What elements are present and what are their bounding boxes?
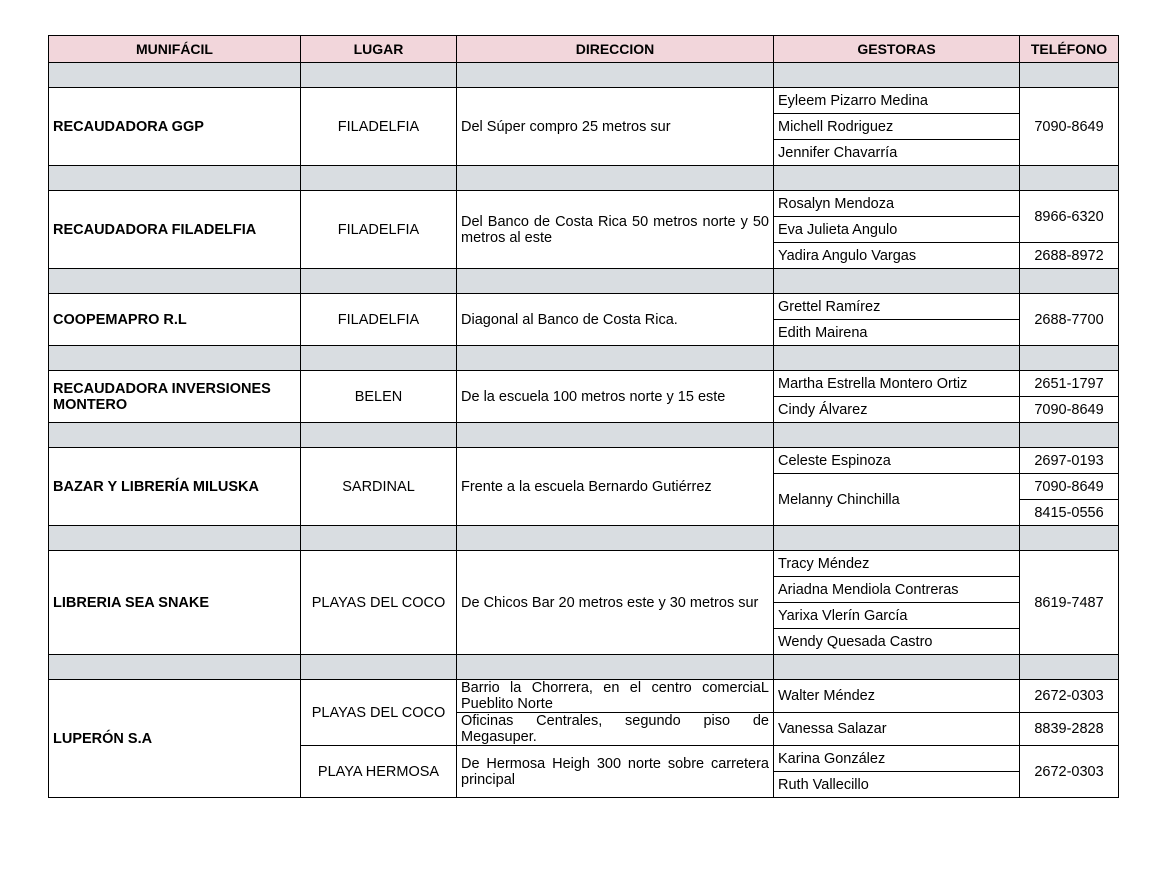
table-row bbox=[49, 551, 1119, 577]
separator-row bbox=[49, 346, 1119, 371]
location: FILADELFIA bbox=[301, 191, 457, 269]
company-name: LIBRERIA SEA SNAKE bbox=[49, 551, 301, 655]
table-row bbox=[49, 88, 1119, 114]
table-row bbox=[49, 371, 1119, 397]
address: De Chicos Bar 20 metros este y 30 metros sur bbox=[457, 551, 774, 655]
header-lugar: LUGAR bbox=[301, 36, 457, 63]
location: PLAYA HERMOSA bbox=[301, 746, 457, 798]
manager-name: Yarixa Vlerín García bbox=[774, 603, 1020, 629]
phone: 2688-8972 bbox=[1020, 243, 1119, 269]
company-name: COOPEMAPRO R.L bbox=[49, 294, 301, 346]
company-name: LUPERÓN S.A bbox=[49, 680, 301, 798]
manager-name: Melanny Chinchilla bbox=[774, 474, 1020, 526]
header-row bbox=[49, 36, 1119, 63]
manager-name: Tracy Méndez bbox=[774, 551, 1020, 577]
address: Diagonal al Banco de Costa Rica. bbox=[457, 294, 774, 346]
manager-name: Vanessa Salazar bbox=[774, 713, 1020, 746]
company-name: RECAUDADORA GGP bbox=[49, 88, 301, 166]
location: FILADELFIA bbox=[301, 88, 457, 166]
phone: 2672-0303 bbox=[1020, 746, 1119, 798]
manager-name: Edith Mairena bbox=[774, 320, 1020, 346]
phone: 2697-0193 bbox=[1020, 448, 1119, 474]
address: Barrio la Chorrera, en el centro comerciaL Pueblito Norte bbox=[457, 680, 774, 713]
phone: 2688-7700 bbox=[1020, 294, 1119, 346]
address: Frente a la escuela Bernardo Gutiérrez bbox=[457, 448, 774, 526]
address: De Hermosa Heigh 300 norte sobre carretera principal bbox=[457, 746, 774, 798]
separator-row bbox=[49, 269, 1119, 294]
separator-row bbox=[49, 166, 1119, 191]
manager-name: Celeste Espinoza bbox=[774, 448, 1020, 474]
header-gestoras: GESTORAS bbox=[774, 36, 1020, 63]
phone: 8415-0556 bbox=[1020, 500, 1119, 526]
phone: 7090-8649 bbox=[1020, 397, 1119, 423]
separator-row bbox=[49, 655, 1119, 680]
header-empresa: MUNIFÁCIL bbox=[49, 36, 301, 63]
phone: 8839-2828 bbox=[1020, 713, 1119, 746]
location: SARDINAL bbox=[301, 448, 457, 526]
table-row bbox=[49, 448, 1119, 474]
header-direccion: DIRECCION bbox=[457, 36, 774, 63]
manager-name: Ruth Vallecillo bbox=[774, 772, 1020, 798]
manager-name: Walter Méndez bbox=[774, 680, 1020, 713]
separator-row bbox=[49, 423, 1119, 448]
contacts-table bbox=[48, 35, 1119, 798]
address: Del Banco de Costa Rica 50 metros norte y 50 metros al este bbox=[457, 191, 774, 269]
phone: 7090-8649 bbox=[1020, 474, 1119, 500]
address: Oficinas Centrales, segundo piso de Megasuper. bbox=[457, 713, 774, 746]
manager-name: Eva Julieta Angulo bbox=[774, 217, 1020, 243]
separator-row bbox=[49, 63, 1119, 88]
company-name: RECAUDADORA INVERSIONES MONTERO bbox=[49, 371, 301, 423]
location: BELEN bbox=[301, 371, 457, 423]
manager-name: Michell Rodriguez bbox=[774, 114, 1020, 140]
company-name: RECAUDADORA FILADELFIA bbox=[49, 191, 301, 269]
phone: 7090-8649 bbox=[1020, 88, 1119, 166]
header-telefono: TELÉFONO bbox=[1020, 36, 1119, 63]
table-row bbox=[49, 191, 1119, 217]
phone: 2672-0303 bbox=[1020, 680, 1119, 713]
company-name: BAZAR Y LIBRERÍA MILUSKA bbox=[49, 448, 301, 526]
manager-name: Wendy Quesada Castro bbox=[774, 629, 1020, 655]
manager-name: Jennifer Chavarría bbox=[774, 140, 1020, 166]
manager-name: Grettel Ramírez bbox=[774, 294, 1020, 320]
manager-name: Yadira Angulo Vargas bbox=[774, 243, 1020, 269]
address: Del Súper compro 25 metros sur bbox=[457, 88, 774, 166]
location: PLAYAS DEL COCO bbox=[301, 551, 457, 655]
phone: 8619-7487 bbox=[1020, 551, 1119, 655]
table-row bbox=[49, 294, 1119, 320]
manager-name: Cindy Álvarez bbox=[774, 397, 1020, 423]
manager-name: Karina González bbox=[774, 746, 1020, 772]
address: De la escuela 100 metros norte y 15 este bbox=[457, 371, 774, 423]
phone: 2651-1797 bbox=[1020, 371, 1119, 397]
location: PLAYAS DEL COCO bbox=[301, 680, 457, 746]
phone: 8966-6320 bbox=[1020, 191, 1119, 243]
manager-name: Ariadna Mendiola Contreras bbox=[774, 577, 1020, 603]
manager-name: Martha Estrella Montero Ortiz bbox=[774, 371, 1020, 397]
separator-row bbox=[49, 526, 1119, 551]
location: FILADELFIA bbox=[301, 294, 457, 346]
manager-name: Eyleem Pizarro Medina bbox=[774, 88, 1020, 114]
manager-name: Rosalyn Mendoza bbox=[774, 191, 1020, 217]
